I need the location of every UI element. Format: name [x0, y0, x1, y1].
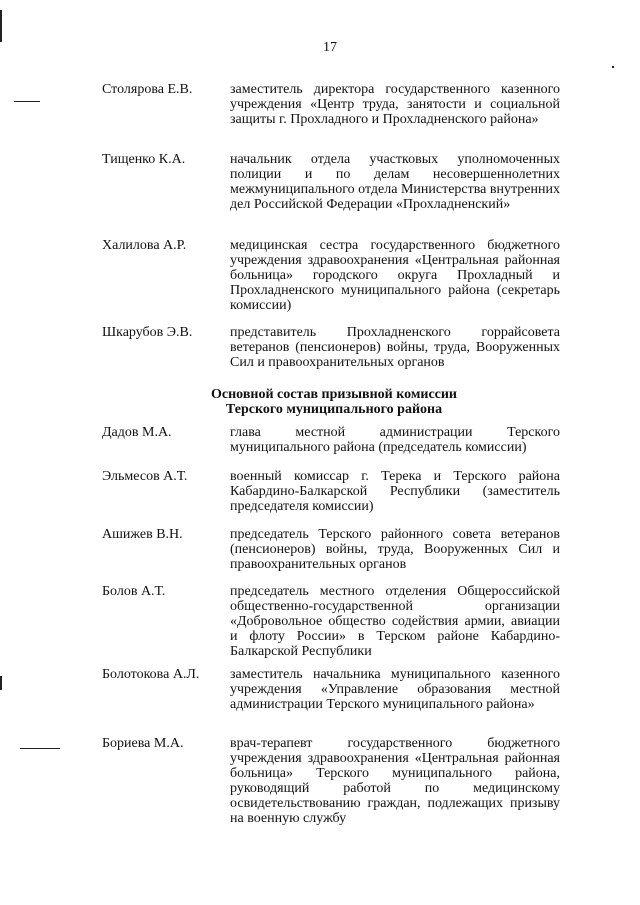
member-name: Дадов М.А.: [102, 425, 172, 440]
section-title-line2: Терского муниципального района: [225, 402, 443, 417]
member-role: председатель местного отделения Общероссийской общественно-государственной организации «Добровольное общество содействия армии, авиации и флоту России» в Терском районе Кабардино-Балкарской Республики: [230, 584, 560, 659]
section-title-line1: Основной состав призывной комиссии: [211, 387, 457, 402]
scan-mark-dash: [14, 101, 40, 102]
section-title: [0, 387, 640, 417]
scan-mark-dash-bottom: [20, 748, 60, 749]
member-name: Тищенко К.А.: [102, 152, 186, 167]
member-name: Эльмесов А.Т.: [102, 469, 188, 484]
member-name: Шкарубов Э.В.: [102, 325, 193, 340]
member-name: Бориева М.А.: [102, 736, 184, 751]
member-role: военный комиссар г. Терека и Терского района Кабардино-Балкарской Республики (заместитель председателя комиссии): [230, 469, 560, 514]
member-role: председатель Терского районного совета ветеранов (пенсионеров) войны, труда, Вооруженных Сил и правоохранительных органов: [230, 527, 560, 572]
scan-mark-left-mid: [0, 676, 2, 690]
member-name: Столярова Е.В.: [102, 82, 193, 97]
member-role: врач-терапевт государственного бюджетного учреждения здравоохранения «Центральная районная больница» Терского муниципального района, руководящий работой по медицинскому освидетельствованию граждан, подлежащих призыву на военную службу: [230, 736, 560, 826]
member-name: Болотокова А.Л.: [102, 667, 200, 682]
member-role: представитель Прохладненского горрайсовета ветеранов (пенсионеров) войны, труда, Вооруженных Сил и правоохранительных органов: [230, 325, 560, 370]
member-role: заместитель начальника муниципального казенного учреждения «Управление образования местной администрации Терского муниципального района»: [230, 667, 560, 712]
member-name: Ашижев В.Н.: [102, 527, 183, 542]
scan-mark-left-top: [0, 10, 2, 42]
member-role: глава местной администрации Терского муниципального района (председатель комиссии): [230, 425, 560, 455]
member-role: заместитель директора государственного казенного учреждения «Центр труда, занятости и социальной защиты г. Прохладного и Прохладненского района»: [230, 82, 560, 127]
member-name: Халилова А.Р.: [102, 238, 187, 253]
member-name: Болов А.Т.: [102, 584, 166, 599]
scan-mark-dot: [612, 66, 614, 68]
page-number: 17: [323, 40, 337, 55]
member-role: начальник отдела участковых уполномоченных полиции и по делам несовершеннолетних межмуниципального отдела Министерства внутренних дел Российской Федерации «Прохладненский»: [230, 152, 560, 212]
member-role: медицинская сестра государственного бюджетного учреждения здравоохранения «Центральная районная больница» городского округа Прохладный и Прохладненского муниципального района (секретарь комиссии): [230, 238, 560, 313]
